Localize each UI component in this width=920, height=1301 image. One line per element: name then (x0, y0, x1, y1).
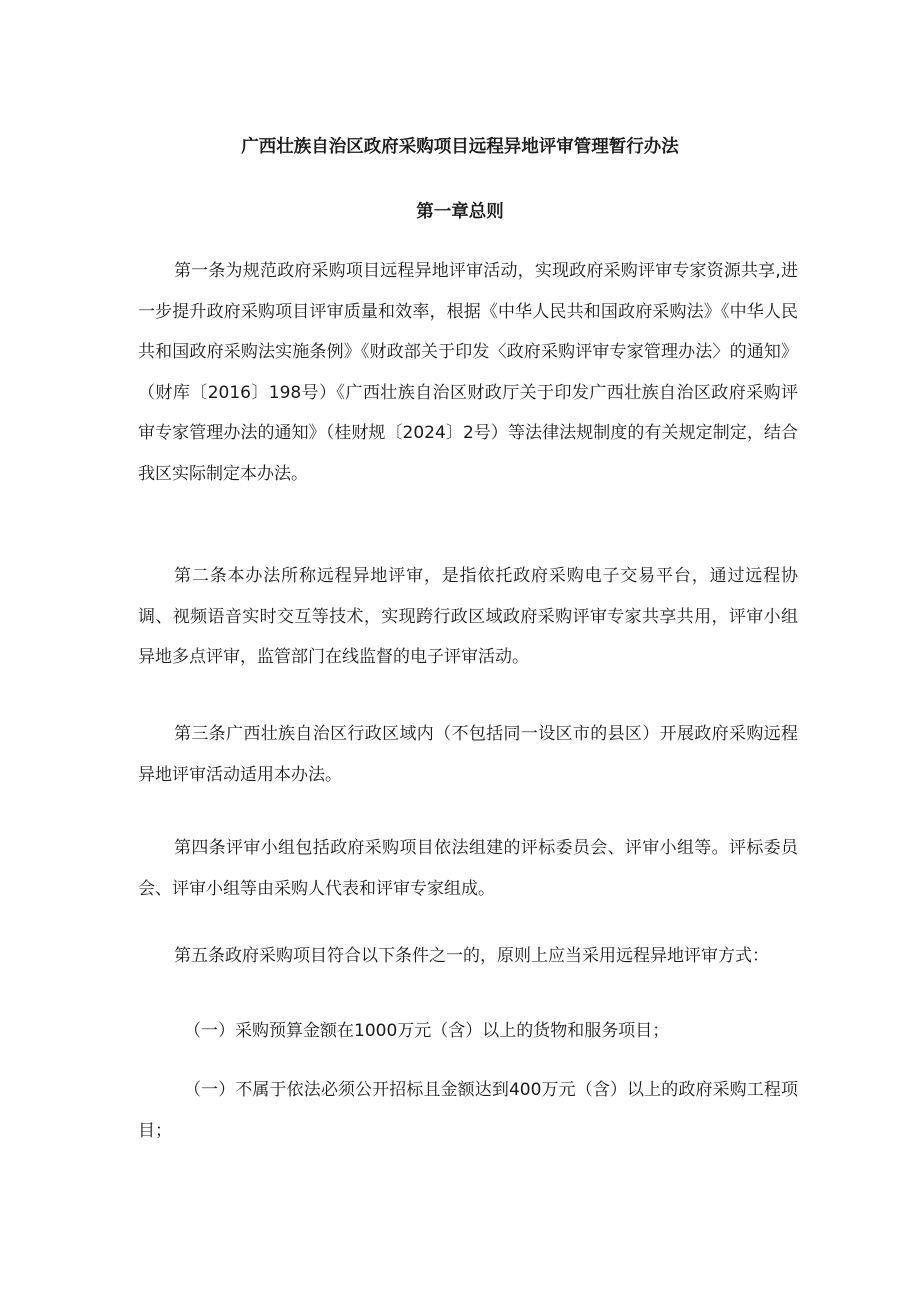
article-5-item-2: （一）不属于依法必须公开招标且金额达到400万元（含）以上的政府采购工程项目； (138, 1080, 798, 1141)
article-4-paragraph: 第四条评审小组包括政府采购项目依法组建的评标委员会、评审小组等。评标委员会、评审小组等由采购人代表和评审专家组成。 (138, 838, 798, 899)
article-1-paragraph: 第一条为规范政府采购项目远程异地评审活动，实现政府采购评审专家资源共享,进一步提升政府采购项目评审质量和效率，根据《中华人民共和国政府采购法》《中华人民共和国政府采购法实施条例》《财政部关于印发〈政府采购评审专家管理办法〉的通知》（财库〔2016〕198号）《广西壮族自治区财政厅关于印发广西壮族自治区政府采购评审专家管理办法的通知》（桂财规〔2024〕2号）等法律法规制度的有关规定制定，结合我区实际制定本办法。 (138, 261, 798, 484)
article-2-paragraph: 第二条本办法所称远程异地评审，是指依托政府采购电子交易平台，通过远程协调、视频语音实时交互等技术，实现跨行政区域政府采购评审专家共享共用，评审小组异地多点评审，监管部门在线监督的电子评审活动。 (138, 566, 798, 667)
chapter-title: 第一章总则 (416, 202, 504, 222)
document-title: 广西壮族自治区政府采购项目远程异地评审管理暂行办法 (241, 137, 679, 157)
article-5-paragraph: 第五条政府采购项目符合以下条件之一的，原则上应当采用远程异地评审方式： (174, 946, 769, 966)
article-3-paragraph: 第三条广西壮族自治区行政区域内（不包括同一设区市的县区）开展政府采购远程异地评审活动适用本办法。 (138, 724, 798, 785)
article-5-item-1: （一）采购预算金额在1000万元（含）以上的货物和服务项目； (184, 1021, 670, 1041)
